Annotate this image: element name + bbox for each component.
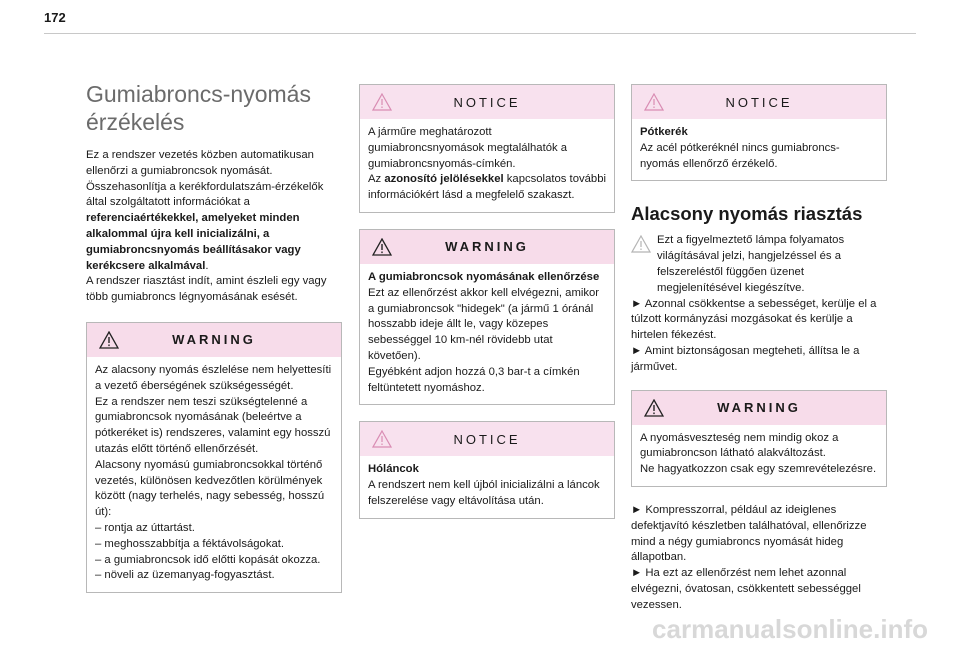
warning-header (87, 323, 341, 357)
notice-label: NOTICE (453, 94, 521, 110)
notice-text (368, 172, 606, 204)
notice-body (632, 119, 886, 180)
notice-triangle-icon (372, 93, 392, 111)
title-line-1: Gumiabroncs-nyomás (86, 81, 311, 107)
intro-text-3: A rendszer riasztást indít, amint észleli egy vagy több gumiabroncs légnyomásának esését. (86, 275, 327, 304)
page-title (86, 80, 342, 136)
notice-body (360, 456, 614, 517)
intro-bold-text: referenciaértékekkel, amelyeket minden alkalommal újra kell inicializálni, a gumiabroncsnyomás beállításakor vagy kerékcsere alkalmával (86, 212, 301, 272)
notice-label: NOTICE (453, 431, 521, 447)
section-title: Alacsony nyomás riasztás (631, 203, 863, 225)
section-step: ► Azonnal csökkentse a sebességet, kerülje el a túlzott kormányzási mozgásokat és kerülje a hirtelen fékezést. (631, 297, 877, 342)
notice-text: A járműre meghatározott gumiabroncsnyomások megtalálhatók a gumiabroncsnyomás-címkén. (368, 126, 568, 170)
warning-label: WARNING (445, 239, 529, 255)
warning-line: – rontja az úttartást. (95, 521, 195, 534)
warning-body (360, 264, 614, 404)
section-step: ► Amint biztonságosan megteheti, állítsa le a járművet. (631, 344, 860, 373)
warning-text: Egyébként adjon hozzá 0,3 bar-t a címkén feltüntetett nyomáshoz. (368, 365, 580, 394)
notice-triangle-icon (644, 93, 664, 111)
title-line-2: érzékelés (86, 109, 185, 135)
notice-triangle-icon (372, 430, 392, 448)
step-text: ► Kompresszorral, például az ideiglenes defektjavító készletben találhatóval, ellenőrizze mind a négy gumiabroncs nyomását hideg állapotban. (631, 503, 867, 564)
warning-triangle-icon (372, 238, 392, 256)
warning-label: WARNING (172, 332, 256, 348)
warning-line: Alacsony nyomású gumiabroncsokkal történő vezetés, különösen kedvezőtlen körülmények között (nagy terhelés, nagy sebesség, hosszú út): (95, 458, 325, 519)
notice-text-bold: azonosító jelölésekkel (384, 173, 504, 186)
intro-text-2: Összehasonlítja a kerékfordulatszám-érzékelők által szolgáltatott információkat a (86, 180, 324, 209)
warning-box (359, 229, 615, 405)
notice-label: NOTICE (725, 94, 793, 110)
warning-line: Ez a rendszer nem teszi szükségtelenné a gumiabroncsok nyomásának (beleértve a pótkeréket is) rendszeres, valamint egy hosszú utazás előtt történő ellenőrzését. (95, 395, 331, 455)
notice-box (631, 84, 887, 181)
warning-line: – meghosszabbítja a féktávolságokat. (95, 537, 285, 550)
warning-box (631, 390, 887, 487)
warning-body (632, 425, 886, 486)
notice-header (360, 422, 614, 456)
notice-heading-text: Hóláncok (368, 463, 419, 476)
warning-body (87, 357, 341, 592)
notice-body (360, 119, 614, 212)
notice-text-pre: Az (368, 173, 385, 186)
notice-box (359, 84, 615, 213)
column-2 (359, 84, 615, 535)
warning-header (360, 230, 614, 264)
warning-line: – a gumiabroncsok idő előtti kopását okozza. (95, 553, 321, 566)
section-intro (631, 233, 887, 296)
notice-heading-text: Pótkerék (640, 126, 688, 138)
notice-header (632, 85, 886, 119)
intro-text-1: Ez a rendszer vezetés közben automatikusan ellenőrzi a gumiabroncsok nyomását. (86, 149, 314, 177)
warning-box (86, 322, 342, 593)
warning-triangle-icon (644, 399, 664, 417)
section-text: Ezt a figyelmeztető lámpa folyamatos világításával jelzi, hangjelzéssel és a felszereléstől függően üzenet megjelenítésével kiegészítve. (657, 234, 845, 294)
warning-triangle-icon (99, 331, 119, 349)
notice-heading (640, 125, 878, 141)
watermark: carmanualsonline.info (652, 614, 928, 644)
warning-line: Az alacsony nyomás észlelése nem helyettesíti a vezető éberségének szükségességét. (95, 363, 332, 392)
header-divider (44, 33, 916, 34)
warning-heading (368, 270, 606, 286)
intro-paragraph (86, 148, 342, 306)
notice-text: Az acél pótkeréknél nincs gumiabroncs-nyomás ellenőrző érzékelő. (640, 141, 840, 170)
warning-text: Ezt az ellenőrzést akkor kell elvégezni, amikor a gumiabroncsok "hidegek" (a jármű 1 óránál hosszabb ideje állt le, vagy közepes sebességgel 10 km-nél rövidebb utat követően). (368, 286, 600, 362)
notice-text-post: kapcsolatos további információkért lásd a megfelelő szakaszt. (368, 173, 606, 202)
step-text: ► Ha ezt az ellenőrzést nem lehet azonnal elvégezni, óvatosan, csökkentett sebességgel vezessen. (631, 567, 861, 611)
column-3 (631, 84, 887, 614)
notice-heading (368, 462, 606, 478)
notice-header (360, 85, 614, 119)
warning-lamp-icon (631, 235, 651, 253)
warning-text: A nyomásveszteség nem mindig okoz a gumiabroncson látható alakváltozást. (640, 431, 839, 460)
page-number: 172 (44, 10, 66, 25)
notice-text: A rendszert nem kell újból inicializálni a láncok felszerelése vagy eltávolítása után. (368, 479, 600, 507)
warning-line: – növeli az üzemanyag-fogyasztást. (95, 569, 275, 582)
intro-dot: . (205, 259, 209, 272)
notice-box (359, 421, 615, 518)
warning-header (632, 391, 886, 425)
warning-text: Ne hagyatkozzon csak egy szemrevételezésre. (640, 463, 877, 476)
warning-heading-text: A gumiabroncsok nyomásának ellenőrzése (368, 270, 600, 283)
column-1 (86, 74, 342, 609)
warning-label: WARNING (717, 400, 801, 416)
